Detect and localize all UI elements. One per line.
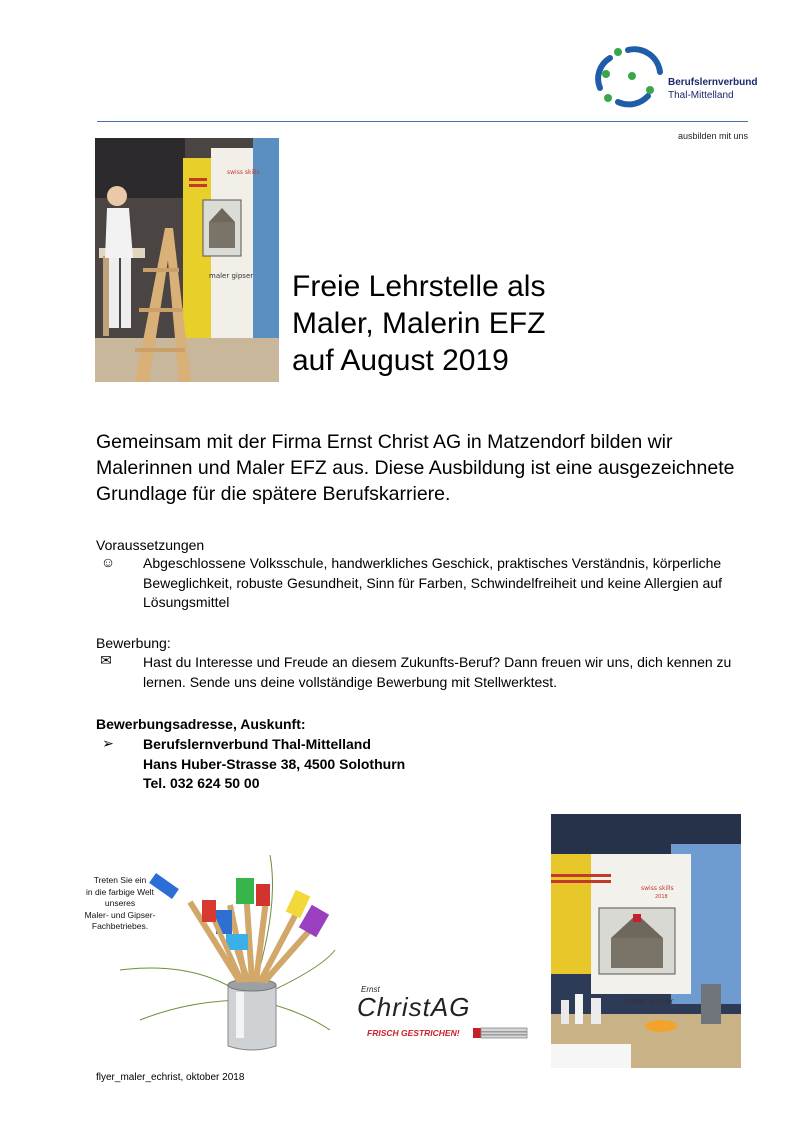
brush-caption-line1: Treten Sie ein [93, 875, 147, 885]
brush-caption-line2: in die farbige Welt [86, 886, 154, 897]
org-name [668, 76, 757, 102]
photo-sign-malergipser: maler gipser [209, 272, 254, 280]
job-headline [292, 268, 545, 379]
photo-sign-swissskills-bottom: swiss skills [641, 885, 674, 892]
contact-org: Berufslernverbund Thal-Mittelland [143, 736, 371, 752]
contact-street: Hans Huber-Strasse 38, 4500 Solothurn [143, 755, 406, 772]
brush-caption-line5: Fachbetriebes. [91, 921, 149, 931]
intro-paragraph: Gemeinsam mit der Firma Ernst Christ AG in Matzendorf bilden wir Malerinnen und Maler EFZ aus. Diese Ausbildung ist eine ausgezeichnete Grundlage für die spätere Berufskarriere. [96, 431, 735, 505]
footer-note: flyer_maler_echrist, oktober 2018 [96, 1072, 245, 1083]
contact-address [143, 735, 543, 794]
smiley-icon: ☺ [100, 554, 116, 570]
christ-ag-slogan: FRISCH GESTRICHEN! [367, 1028, 460, 1038]
painter-workshop-photo [95, 138, 279, 382]
contact-phone: Tel. 032 624 50 00 [143, 775, 260, 791]
org-name-line1: Berufslernverbund [668, 77, 758, 88]
christ-ag-logo-name: ChristAG [357, 992, 471, 1022]
org-name-line2: Thal-Mittelland [668, 90, 734, 101]
christ-ag-logo-small: Ernst [361, 985, 380, 994]
header-divider [97, 121, 748, 122]
arrow-bullet-icon: ➢ [102, 735, 114, 751]
headline-line3: auf August 2019 [292, 344, 509, 377]
application-text: Hast du Interesse und Freude an diesem Zukunfts-Beruf? Dann freuen wir uns, dich kennen zu lernen. Sende uns deine vollständige Bewerbung mit Stellwerktest. [143, 654, 732, 690]
photo-sign-year: 2018 [655, 894, 668, 900]
brush-caption-line4: Maler- und Gipser- [84, 909, 156, 920]
brush-caption [64, 875, 176, 933]
christ-ag-logo [355, 984, 535, 1046]
envelope-icon: ✉ [100, 652, 112, 668]
headline-line1: Freie Lehrstelle als [292, 270, 546, 303]
tagline: ausbilden mit uns [677, 131, 748, 141]
requirements-text: Abgeschlossene Volksschule, handwerkliches Geschick, praktisches Verständnis, körperliche Beweglichkeit, robuste Gesundheit, Sinn für Farben, Schwindelfreiheit und keine Allergien auf Lösungsmittel [143, 555, 723, 610]
circle-dots-logo-icon [598, 48, 660, 104]
brush-caption-line3: unseres [104, 898, 136, 908]
photo-sign-swissskills: swiss skills [227, 169, 260, 176]
contact-label: Bewerbungsadresse, Auskunft: [96, 716, 306, 732]
photo-sign-malergipser-bottom: maler gipser [623, 997, 674, 1006]
requirements-label: Voraussetzungen [96, 537, 205, 553]
headline-line2: Maler, Malerin EFZ [292, 307, 546, 340]
swissskills-booth-photo [551, 814, 741, 1068]
application-label: Bewerbung: [96, 635, 171, 651]
